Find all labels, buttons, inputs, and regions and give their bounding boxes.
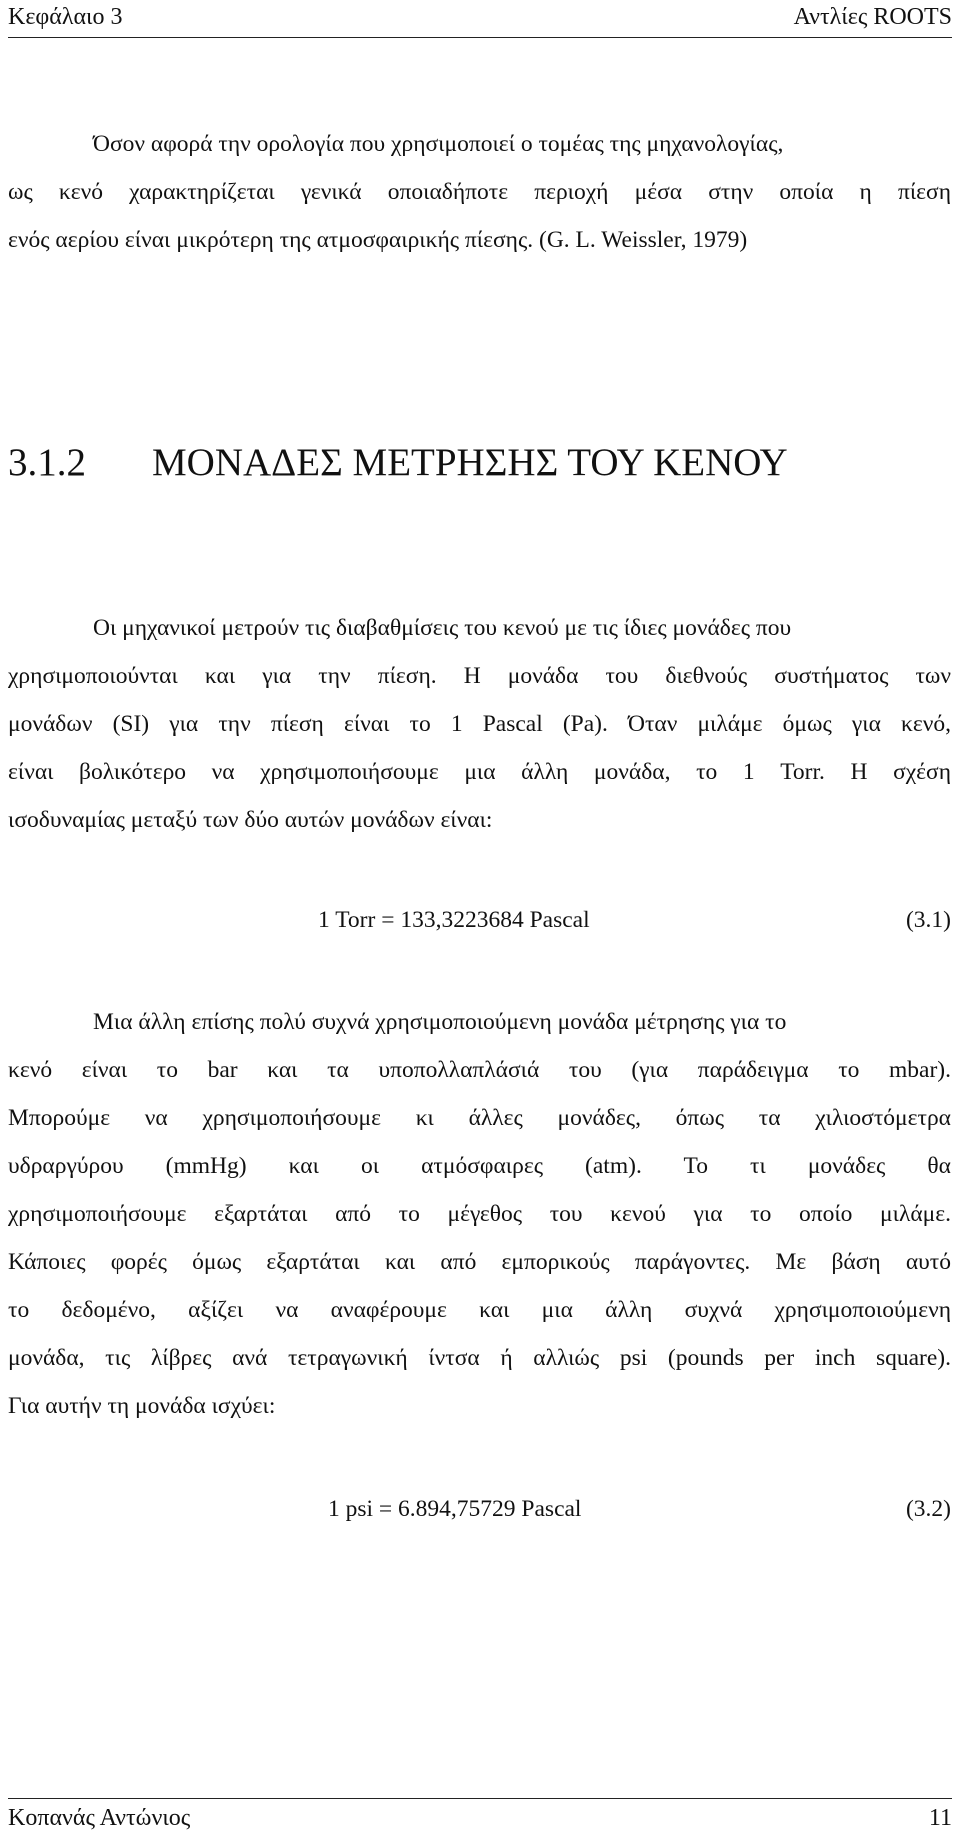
equation-number: (3.2) [905, 1496, 951, 1522]
equation-number: (3.1) [905, 907, 951, 933]
section-title: ΜΟΝΑΔΕΣ ΜΕΤΡΗΣΗΣ ΤΟΥ ΚΕΝΟΥ [152, 441, 788, 484]
chapter-label: Κεφάλαιο 3 [8, 3, 123, 30]
paragraph-pressure-units [8, 604, 951, 844]
equation-3-2 [8, 1496, 951, 1536]
text-line: είναι βολικότερο να χρησιμοποιήσουμε μια άλλη μονάδα, το 1 Torr. Η σχέση [8, 759, 951, 785]
text-line: μονάδα, τις λίβρες ανά τετραγωνική ίντσα ή αλλιώς psi (pounds per inch square). [8, 1345, 951, 1371]
text-line: χρησιμοποιούνται και για την πίεση. Η μονάδα του διεθνούς συστήματος των [8, 663, 951, 689]
page-header [8, 0, 952, 34]
paragraph-other-units [8, 998, 951, 1430]
text-line: Για αυτήν τη μονάδα ισχύει: [8, 1393, 276, 1419]
footer-divider [8, 1798, 952, 1799]
text-line: Μπορούμε να χρησιμοποιήσουμε κι άλλες μονάδες, όπως τα χιλιοστόμετρα [8, 1105, 951, 1131]
equation-3-1 [8, 907, 951, 947]
equation-body: 1 Torr = 133,3223684 Pascal [318, 907, 590, 933]
running-title: Αντλίες ROOTS [793, 3, 952, 30]
author-name: Κοπανάς Αντώνιος [8, 1804, 191, 1831]
text-line: κενό είναι το bar και τα υποπολλαπλάσιά του (για παράδειγμα το mbar). [8, 1057, 951, 1083]
text-line: το δεδομένο, αξίζει να αναφέρουμε και μια άλλη συχνά χρησιμοποιούμενη [8, 1297, 951, 1323]
text-line: ενός αερίου είναι μικρότερη της ατμοσφαιρικής πίεσης. (G. L. Weissler, 1979) [8, 227, 748, 253]
text-line: Κάποιες φορές όμως εξαρτάται και από εμπορικούς παράγοντες. Με βάση αυτό [8, 1249, 951, 1275]
paragraph-vacuum-definition [8, 120, 951, 264]
text-line: Όσον αφορά την ορολογία που χρησιμοποιεί ο τομέας της μηχανολογίας, [93, 131, 784, 157]
section-number: 3.1.2 [8, 441, 86, 484]
section-heading [8, 440, 788, 485]
text-line: ισοδυναμίας μεταξύ των δύο αυτών μονάδων είναι: [8, 807, 493, 833]
text-line: Οι μηχανικοί μετρούν τις διαβαθμίσεις του κενού με τις ίδιες μονάδες που [93, 615, 792, 641]
text-line: Μια άλλη επίσης πολύ συχνά χρησιμοποιούμενη μονάδα μέτρησης για το [93, 1009, 787, 1035]
header-divider [8, 37, 952, 38]
page-footer [8, 1803, 952, 1833]
text-line: μονάδων (SI) για την πίεση είναι το 1 Pascal (Pa). Όταν μιλάμε όμως για κενό, [8, 711, 951, 737]
text-line: υδραργύρου (mmHg) και οι ατμόσφαιρες (atm). Το τι μονάδες θα [8, 1153, 951, 1179]
text-line: χρησιμοποιήσουμε εξαρτάται από το μέγεθος του κενού για το οποίο μιλάμε. [8, 1201, 951, 1227]
text-line: ως κενό χαρακτηρίζεται γενικά οποιαδήποτε περιοχή μέσα στην οποία η πίεση [8, 179, 951, 205]
page-number: 11 [928, 1804, 952, 1831]
equation-body: 1 psi = 6.894,75729 Pascal [328, 1496, 582, 1522]
